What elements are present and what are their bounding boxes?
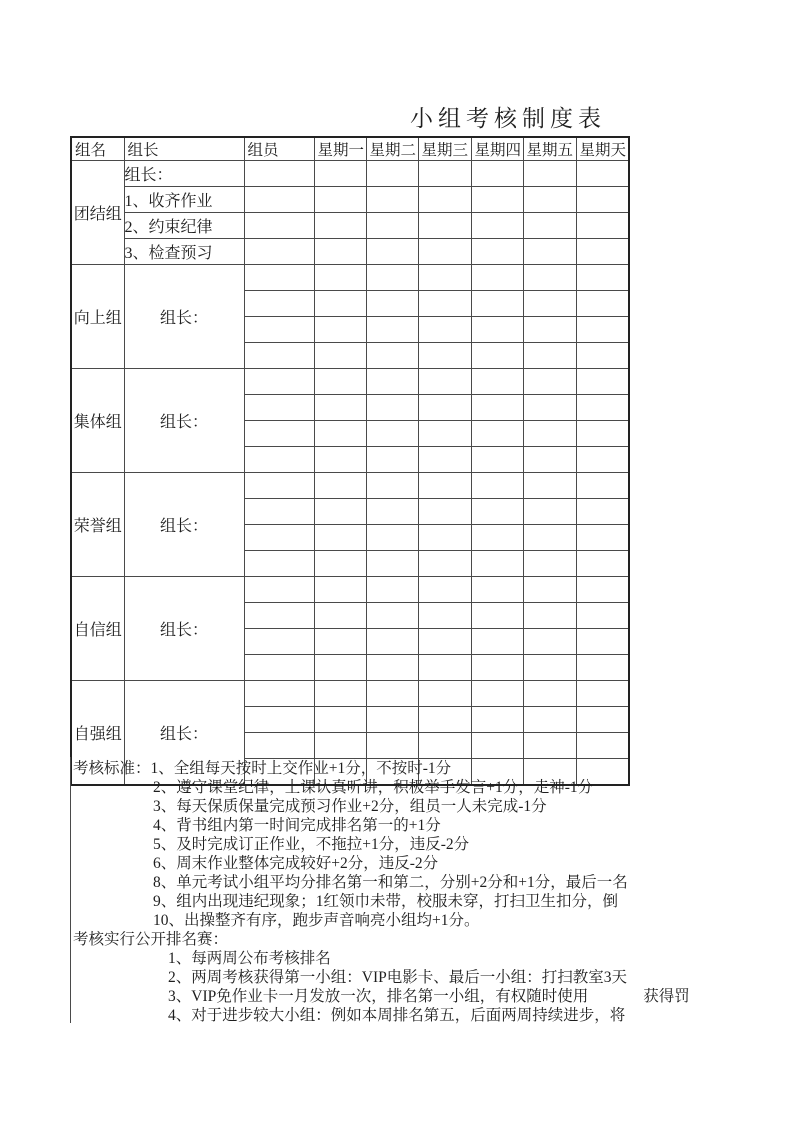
score-cell <box>418 161 471 187</box>
col-header-group-name: 组名 <box>71 137 124 161</box>
score-cell <box>471 707 523 733</box>
score-cell <box>314 291 366 317</box>
assessment-table <box>70 136 630 786</box>
score-cell <box>576 265 629 291</box>
score-cell <box>471 733 523 759</box>
score-cell <box>418 239 471 265</box>
score-cell <box>244 317 314 343</box>
table-row <box>71 213 629 239</box>
score-cell <box>523 473 576 499</box>
score-cell <box>576 473 629 499</box>
score-cell <box>523 421 576 447</box>
score-cell <box>244 499 314 525</box>
leader-duty-cell: 1、收齐作业 <box>124 187 244 213</box>
score-cell <box>244 447 314 473</box>
criteria-item: 6、周末作业整体完成较好+2分，违反-2分 <box>153 855 439 872</box>
score-cell <box>366 421 418 447</box>
score-cell <box>418 681 471 707</box>
score-cell <box>314 369 366 395</box>
score-cell <box>523 369 576 395</box>
score-cell <box>418 577 471 603</box>
score-cell <box>366 603 418 629</box>
score-cell <box>576 655 629 681</box>
score-cell <box>366 525 418 551</box>
score-cell <box>366 369 418 395</box>
score-cell <box>314 681 366 707</box>
score-cell <box>523 213 576 239</box>
score-cell <box>366 551 418 577</box>
score-cell <box>418 629 471 655</box>
score-cell <box>576 733 629 759</box>
score-cell <box>314 161 366 187</box>
score-cell <box>244 525 314 551</box>
score-cell <box>576 603 629 629</box>
score-cell <box>523 707 576 733</box>
score-cell <box>314 265 366 291</box>
score-cell <box>418 291 471 317</box>
table-row <box>71 681 629 707</box>
score-cell <box>576 551 629 577</box>
table-row <box>71 473 629 499</box>
col-header-members: 组员 <box>244 137 314 161</box>
criteria-item: 1、全组每天按时上交作业+1分，不按时-1分 <box>150 760 452 777</box>
score-cell <box>244 707 314 733</box>
score-cell <box>244 395 314 421</box>
score-cell <box>418 499 471 525</box>
group-name-cell: 荣誉组 <box>71 473 124 577</box>
score-cell <box>244 655 314 681</box>
score-cell <box>471 343 523 369</box>
score-cell <box>244 265 314 291</box>
score-cell <box>244 421 314 447</box>
score-cell <box>576 213 629 239</box>
score-cell <box>244 161 314 187</box>
score-cell <box>418 525 471 551</box>
score-cell <box>366 395 418 421</box>
page-title: 小组考核制度表 <box>410 106 606 131</box>
score-cell <box>471 603 523 629</box>
score-cell <box>576 239 629 265</box>
score-cell <box>523 239 576 265</box>
score-cell <box>418 473 471 499</box>
score-cell <box>366 187 418 213</box>
ranking-item-text: 3、VIP免作业卡一月发放一次，排名第一小组，有权随时使用 <box>168 988 589 1005</box>
score-cell <box>576 707 629 733</box>
score-cell <box>471 265 523 291</box>
criteria-item: 3、每天保质保量完成预习作业+2分，组员一人未完成-1分 <box>153 798 547 815</box>
score-cell <box>471 291 523 317</box>
score-cell <box>244 213 314 239</box>
score-cell <box>418 421 471 447</box>
score-cell <box>576 525 629 551</box>
score-cell <box>523 343 576 369</box>
score-cell <box>523 447 576 473</box>
score-cell <box>366 707 418 733</box>
score-cell <box>418 187 471 213</box>
score-cell <box>314 707 366 733</box>
col-header-sunday: 星期天 <box>576 137 629 161</box>
group-name-cell: 向上组 <box>71 265 124 369</box>
score-cell <box>576 629 629 655</box>
score-cell <box>418 265 471 291</box>
score-cell <box>418 317 471 343</box>
score-cell <box>366 447 418 473</box>
score-cell <box>314 603 366 629</box>
score-cell <box>244 239 314 265</box>
score-cell <box>366 343 418 369</box>
score-cell <box>314 343 366 369</box>
col-header-thursday: 星期四 <box>471 137 523 161</box>
score-cell <box>576 317 629 343</box>
group-name-cell: 自信组 <box>71 577 124 681</box>
score-cell <box>523 629 576 655</box>
table-row <box>71 265 629 291</box>
score-cell <box>523 551 576 577</box>
score-cell <box>366 317 418 343</box>
score-cell <box>418 707 471 733</box>
score-cell <box>471 577 523 603</box>
score-cell <box>523 187 576 213</box>
score-cell <box>366 473 418 499</box>
score-cell <box>314 525 366 551</box>
score-cell <box>471 213 523 239</box>
score-cell <box>471 473 523 499</box>
score-cell <box>576 369 629 395</box>
score-cell <box>576 161 629 187</box>
group-leader-cell: 组长： <box>124 265 244 369</box>
group-leader-cell: 组长： <box>124 369 244 473</box>
score-cell <box>244 629 314 655</box>
score-cell <box>471 161 523 187</box>
score-cell <box>366 733 418 759</box>
score-cell <box>418 213 471 239</box>
score-cell <box>523 525 576 551</box>
score-cell <box>314 629 366 655</box>
score-cell <box>523 291 576 317</box>
criteria-item: 9、组内出现违纪现象；1红领巾未带，校服未穿，打扫卫生扣分，倒 <box>153 893 619 910</box>
score-cell <box>314 551 366 577</box>
ranking-heading: 考核实行公开排名赛： <box>73 931 229 948</box>
notes-block <box>70 757 792 1023</box>
table-row <box>71 187 629 213</box>
score-cell <box>244 343 314 369</box>
header-row <box>71 137 629 161</box>
score-cell <box>244 551 314 577</box>
score-cell <box>366 213 418 239</box>
criteria-label: 考核标准： <box>73 760 151 777</box>
score-cell <box>418 343 471 369</box>
score-cell <box>244 733 314 759</box>
score-cell <box>366 161 418 187</box>
criteria-item: 5、及时完成订正作业，不拖拉+1分，违反-2分 <box>153 836 470 853</box>
score-cell <box>244 291 314 317</box>
score-cell <box>471 447 523 473</box>
score-cell <box>523 655 576 681</box>
score-cell <box>471 655 523 681</box>
score-cell <box>314 421 366 447</box>
score-cell <box>244 473 314 499</box>
score-cell <box>523 577 576 603</box>
score-cell <box>471 187 523 213</box>
ranking-item: 2、两周考核获得第一小组：VIP电影卡、最后一小组：打扫教室3天 <box>168 969 627 986</box>
score-cell <box>366 577 418 603</box>
score-cell <box>366 655 418 681</box>
group-leader-cell: 组长： <box>124 577 244 681</box>
score-cell <box>366 681 418 707</box>
score-cell <box>471 681 523 707</box>
table-row <box>71 239 629 265</box>
score-cell <box>244 603 314 629</box>
col-header-friday: 星期五 <box>523 137 576 161</box>
score-cell <box>244 681 314 707</box>
score-cell <box>314 187 366 213</box>
score-cell <box>471 239 523 265</box>
criteria-item: 4、背书组内第一时间完成排名第一的+1分 <box>153 817 441 834</box>
score-cell <box>314 499 366 525</box>
score-cell <box>314 447 366 473</box>
score-cell <box>314 213 366 239</box>
score-cell <box>471 525 523 551</box>
col-header-monday: 星期一 <box>314 137 366 161</box>
score-cell <box>314 655 366 681</box>
score-cell <box>523 395 576 421</box>
score-cell <box>576 343 629 369</box>
table-row <box>71 369 629 395</box>
score-cell <box>418 447 471 473</box>
score-cell <box>471 317 523 343</box>
score-cell <box>523 733 576 759</box>
group-leader-cell: 组长： <box>124 681 244 786</box>
score-cell <box>244 369 314 395</box>
leader-label-cell: 组长： <box>124 161 244 187</box>
score-cell <box>418 369 471 395</box>
ranking-item: 4、对于进步较大小组：例如本周排名第五，后面两周持续进步，将 <box>168 1007 626 1024</box>
score-cell <box>314 239 366 265</box>
score-cell <box>314 395 366 421</box>
score-cell <box>576 291 629 317</box>
score-cell <box>471 369 523 395</box>
ranking-item <box>166 987 792 1006</box>
group-name-cell: 团结组 <box>71 161 124 265</box>
ranking-item-overflow-text: 获得罚 <box>643 988 690 1005</box>
group-name-cell: 集体组 <box>71 369 124 473</box>
criteria-item: 8、单元考试小组平均分排名第一和第二，分别+2分和+1分，最后一名 <box>153 874 628 891</box>
score-cell <box>314 733 366 759</box>
score-cell <box>366 629 418 655</box>
score-cell <box>244 187 314 213</box>
leader-duty-cell: 2、约束纪律 <box>124 213 244 239</box>
score-cell <box>471 551 523 577</box>
score-cell <box>418 551 471 577</box>
score-cell <box>366 265 418 291</box>
score-cell <box>576 447 629 473</box>
leader-duty-cell: 3、检查预习 <box>124 239 244 265</box>
score-cell <box>576 499 629 525</box>
score-cell <box>471 395 523 421</box>
col-header-wednesday: 星期三 <box>418 137 471 161</box>
score-cell <box>314 317 366 343</box>
score-cell <box>418 655 471 681</box>
score-cell <box>523 265 576 291</box>
score-cell <box>366 499 418 525</box>
score-cell <box>576 187 629 213</box>
score-cell <box>418 395 471 421</box>
table-row <box>71 577 629 603</box>
score-cell <box>576 395 629 421</box>
ranking-item: 1、每两周公布考核排名 <box>168 950 331 967</box>
score-cell <box>366 239 418 265</box>
score-cell <box>523 681 576 707</box>
criteria-item: 10、出操整齐有序，跑步声音响亮小组均+1分。 <box>153 912 480 929</box>
score-cell <box>366 291 418 317</box>
score-cell <box>576 681 629 707</box>
group-name-cell: 自强组 <box>71 681 124 786</box>
criteria-heading-line <box>71 759 792 778</box>
score-cell <box>314 473 366 499</box>
score-cell <box>523 161 576 187</box>
score-cell <box>314 577 366 603</box>
score-cell <box>418 733 471 759</box>
table-row <box>71 161 629 187</box>
score-cell <box>471 629 523 655</box>
score-cell <box>523 499 576 525</box>
criteria-item: 2、遵守课堂纪律，上课认真听讲，积极举手发言+1分，走神-1分 <box>153 779 594 796</box>
col-header-leader: 组长 <box>124 137 244 161</box>
score-cell <box>523 603 576 629</box>
score-cell <box>523 317 576 343</box>
group-leader-cell: 组长： <box>124 473 244 577</box>
score-cell <box>418 603 471 629</box>
score-cell <box>471 499 523 525</box>
score-cell <box>244 577 314 603</box>
score-cell <box>471 421 523 447</box>
col-header-tuesday: 星期二 <box>366 137 418 161</box>
score-cell <box>576 577 629 603</box>
score-cell <box>576 421 629 447</box>
